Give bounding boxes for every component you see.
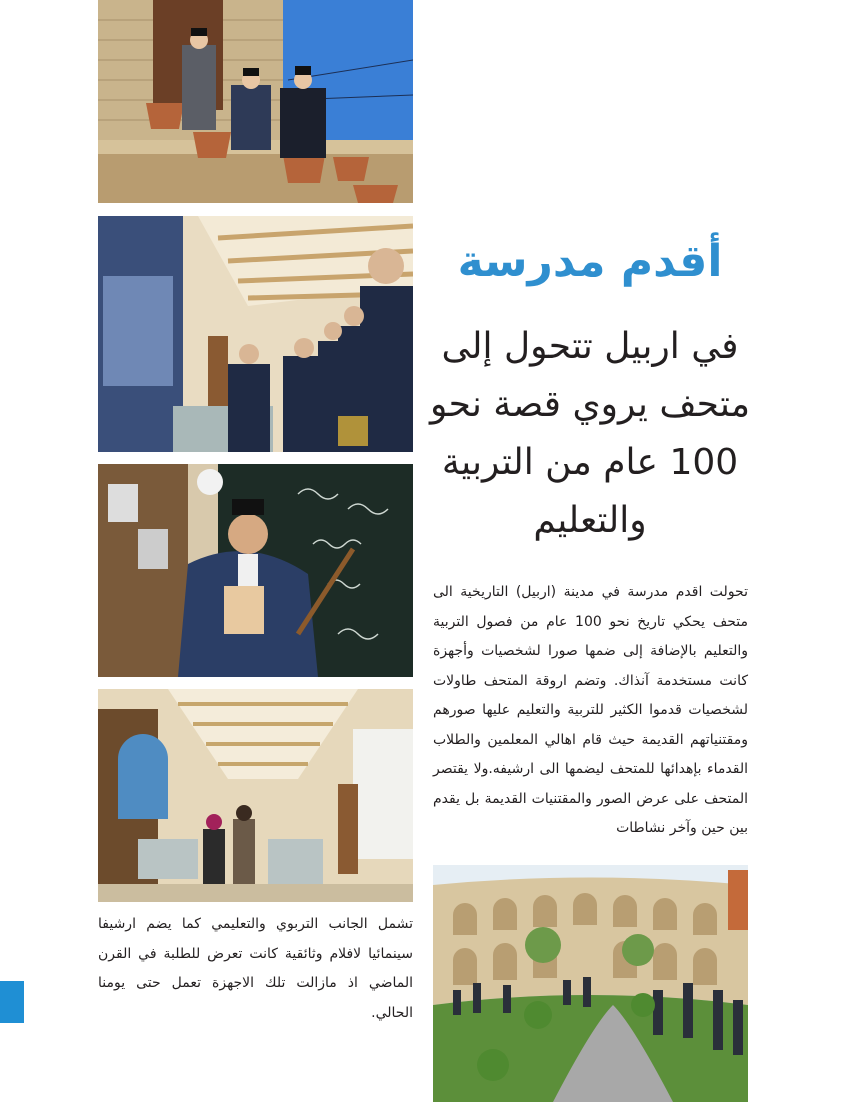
photo-museum-corridor-visit (98, 216, 413, 452)
photo-teacher-blackboard (98, 464, 413, 677)
article-subheadline: في اربيل تتحول إلى متحف يروي قصة نحو 100 عام من التربية والتعليم (429, 326, 750, 541)
page-accent-bar (0, 981, 24, 1023)
photo-balcony-officials (98, 0, 413, 203)
article-body-main: تحولت اقدم مدرسة في مدينة (اربيل) التاريخية الى متحف يحكي تاريخ نحو 100 عام من فصول التربية والتعليم بالإضافة إلى ضمها صورا لشخصيات وأجهزة كانت مستخدمة آنذاك. وتضم اروقة المتحف طاولات لشخصيات قدموا الكثير للتربية والتعليم عليها صورهم ومقتنياتهم القديمة حيث قام اهالي المعلمين والطلاب القدماء بإهدائها للمتحف ليضمها الى ارشيفه.ولا يقتصر المتحف على عرض الصور والمقتنيات القديمة بل يقدم بين حين وآخر نشاطات (433, 584, 748, 836)
photo-visitors-hallway (98, 689, 413, 902)
photo-school-courtyard (433, 865, 748, 1102)
article-body-continued: تشمل الجانب التربوي والتعليمي كما يضم ارشيفا سينمائيا لافلام وثائقية كانت تعرض للطلبة في القرن الماضي اذ مازالت تلك الاجهزة تعمل حتى يومنا الحالي. (98, 916, 413, 1021)
article-headline: أقدم مدرسة (457, 236, 723, 287)
